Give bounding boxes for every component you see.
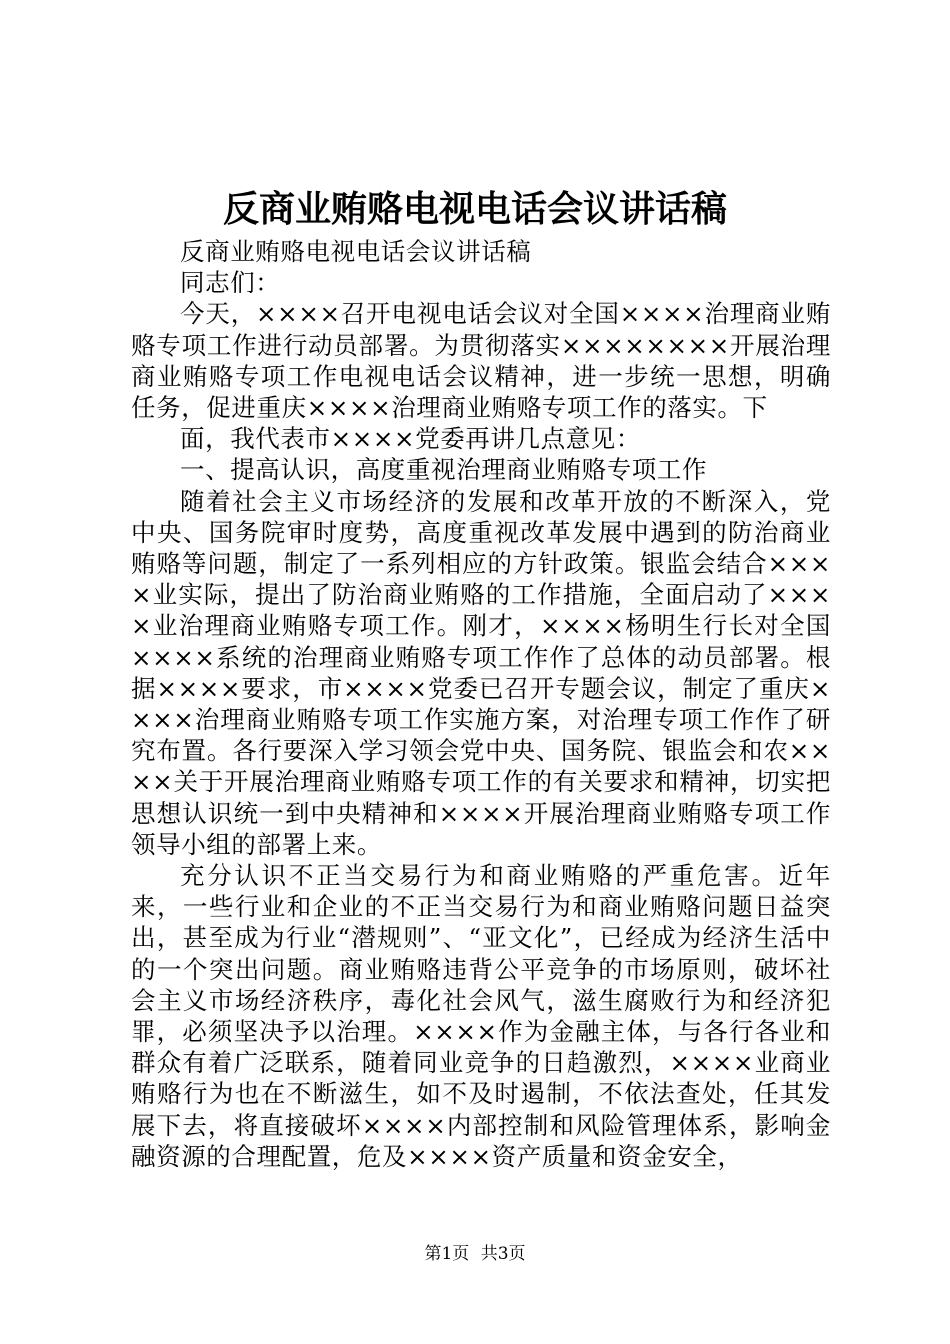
section-heading-one: 一、提高认识，高度重视治理商业贿赂专项工作: [180, 455, 708, 485]
paragraph-heading-repeat: 反商业贿赂电视电话会议讲话稿: [180, 237, 532, 266]
paragraph-background: 随着社会主义市场经济的发展和改革开放的不断深入，党中央、国务院审时度势，高度重视改革发展中遇到的防治商业贿赂等问题，制定了一系列相应的方针政策。银监会结合××××业实际，提出了防治商业贿赂的工作措施，全面启动了××××业治理商业贿赂专项工作。刚才，××××杨明生行长对全国××××系统的治理商业贿赂专项工作作了总体的动员部署。根据××××要求，市××××党委已召开专题会议，制定了重庆××××治理商业贿赂专项工作实施方案，对治理专项工作作了研究布置。各行要深入学习领会党中央、国务院、银监会和农××××关于开展治理商业贿赂专项工作的有关要求和精神，切实把思想认识统一到中央精神和××××开展治理商业贿赂专项工作领导小组的部署上来。: [131, 486, 831, 859]
document-title: 反商业贿赂电视电话会议讲话稿: [222, 188, 727, 230]
page-number: 第1页: [424, 1244, 470, 1264]
page-total: 共3页: [480, 1244, 526, 1264]
page-footer: [0, 1242, 950, 1266]
paragraph-salutation: 同志们：: [180, 268, 281, 298]
paragraph-harm: 充分认识不正当交易行为和商业贿赂的严重危害。近年来，一些行业和企业的不正当交易行为和商业贿赂问题日益突出，甚至成为行业“潜规则”、“亚文化”，已经成为经济生活中的一个突出问题。商业贿赂违背公平竞争的市场原则，破坏社会主义市场经济秩序，毒化社会风气，滋生腐败行为和经济犯罪，必须坚决予以治理。××××作为金融主体，与各行各业和群众有着广泛联系，随着同业竞争的日趋激烈，××××业商业贿赂行为也在不断滋生，如不及时遏制，不依法查处，任其发展下去，将直接破坏××××内部控制和风险管理体系，影响金融资源的合理配置，危及××××资产质量和资金安全，: [131, 861, 831, 1171]
document-body: [131, 236, 831, 1172]
paragraph-intro: 今天，××××召开电视电话会议对全国××××治理商业贿赂专项工作进行动员部署。为贯彻落实××××××××开展治理商业贿赂专项工作电视电话会议精神，进一步统一思想，明确任务，促进重庆××××治理商业贿赂专项工作的落实。下: [131, 299, 831, 423]
paragraph-continuation: 面，我代表市××××党委再讲几点意见：: [180, 424, 642, 454]
